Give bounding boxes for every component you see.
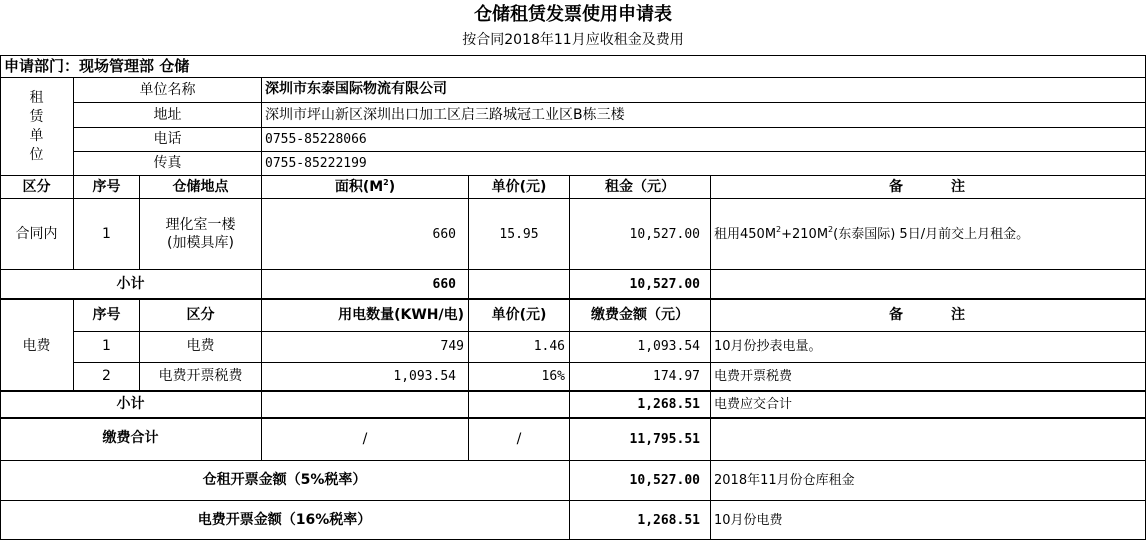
rent-row-location-line1: 理化室一楼 (165, 217, 236, 233)
rent-header-seq: 序号 (92, 179, 121, 195)
grand-total-slash: / (362, 431, 368, 447)
electric-row-usage: 749 (440, 339, 464, 354)
grand-total-slash: / (516, 431, 522, 447)
rent-header-remark-b: 注 (951, 179, 965, 195)
rent-header-rent: 租金（元） (605, 179, 675, 195)
lessee-side-char: 位 (29, 146, 44, 163)
electric-header-unit-price: 单价(元) (491, 307, 547, 323)
electric-invoice-label: 电费开票金额（16%税率） (197, 512, 372, 528)
electric-row-unit-price: 1.46 (533, 339, 565, 354)
department-line: 申请部门：现场管理部 仓储 (4, 57, 190, 75)
electric-row-remark: 10月份抄表电量。 (714, 339, 822, 354)
form-subtitle: 按合同2018年11月应收租金及费用 (462, 32, 684, 48)
electric-header-remark-a: 备 (889, 307, 903, 323)
form-title: 仓储租赁发票使用申请表 (474, 4, 672, 25)
grand-total-label: 缴费合计 (102, 430, 159, 446)
electric-row-type: 电费 (186, 338, 215, 354)
rent-row-unit-price: 15.95 (499, 227, 539, 242)
electric-row-type: 电费开票税费 (158, 368, 243, 384)
rent-invoice-remark: 2018年11月份仓库租金 (714, 473, 855, 488)
rent-header-remark-a: 备 (889, 179, 903, 195)
electric-subtotal-label: 小计 (116, 396, 145, 412)
electric-header-remark-b: 注 (951, 307, 965, 323)
rent-subtotal-label: 小计 (116, 276, 145, 292)
electric-invoice-remark: 10月份电费 (714, 513, 783, 528)
rent-remark-part3: (东泰国际) 5日/月前交上月租金。 (833, 227, 1030, 242)
address-label: 地址 (153, 107, 182, 123)
electric-header-seq: 序号 (92, 307, 121, 323)
rent-header-category: 区分 (22, 179, 51, 195)
company-name-value: 深圳市东泰国际物流有限公司 (265, 81, 447, 97)
electric-row-seq: 2 (102, 368, 111, 384)
area-header-text: 面积(M (334, 179, 384, 195)
phone-value: 0755-85228066 (265, 132, 367, 147)
area-header-close: ) (388, 179, 396, 195)
fax-label: 传真 (153, 155, 182, 171)
electric-invoice-amount: 1,268.51 (637, 513, 700, 528)
area-header-sup: 2 (383, 178, 389, 187)
lessee-side-char: 租 (29, 89, 44, 106)
electric-row-usage: 1,093.54 (393, 369, 456, 384)
electric-row-amount: 174.97 (653, 369, 700, 384)
electric-header-amount: 缴费金额（元） (591, 307, 689, 323)
lessee-side-char: 赁 (29, 108, 44, 125)
rent-header-unit-price: 单价(元) (491, 179, 547, 195)
electric-row-amount: 1,093.54 (637, 339, 700, 354)
electric-row-unit-price: 16% (541, 369, 565, 384)
rent-invoice-amount: 10,527.00 (629, 473, 700, 488)
rent-remark-sup1: 2 (776, 225, 782, 234)
rent-remark-sup2: 2 (828, 225, 834, 234)
rent-row-category: 合同内 (15, 226, 58, 242)
electric-category: 电费 (22, 338, 51, 354)
electric-header-usage: 用电数量(KWH/电) (338, 307, 464, 323)
grand-total-amount: 11,795.51 (629, 432, 700, 447)
electric-row-remark: 电费开票税费 (714, 369, 793, 384)
rent-subtotal-rent: 10,527.00 (629, 277, 700, 292)
electric-header-type: 区分 (186, 307, 215, 323)
electric-subtotal-remark: 电费应交合计 (714, 397, 793, 412)
rent-remark-part1: 租用450M (714, 227, 777, 242)
electric-row-seq: 1 (102, 338, 111, 354)
rent-subtotal-area: 660 (432, 277, 456, 292)
rent-row-remark (714, 225, 1030, 242)
rent-row-location-line2: (加模具库) (167, 235, 234, 251)
rent-row-rent: 10,527.00 (629, 227, 700, 242)
lessee-side-label (0, 78, 73, 175)
rent-remark-part2: +210M (781, 227, 829, 242)
rent-header-location: 仓储地点 (172, 179, 229, 195)
fax-value: 0755-85222199 (265, 156, 367, 171)
lessee-side-char: 单 (29, 127, 44, 144)
rent-invoice-label: 仓租开票金额（5%税率） (202, 472, 367, 488)
company-name-label: 单位名称 (139, 82, 196, 98)
rent-row-seq: 1 (102, 226, 111, 242)
rent-header-area (262, 180, 468, 194)
address-value: 深圳市坪山新区深圳出口加工区启三路城冠工业区B栋三楼 (265, 107, 625, 123)
rent-row-area: 660 (432, 227, 456, 242)
phone-label: 电话 (153, 131, 182, 147)
electric-subtotal-amount: 1,268.51 (637, 397, 700, 412)
